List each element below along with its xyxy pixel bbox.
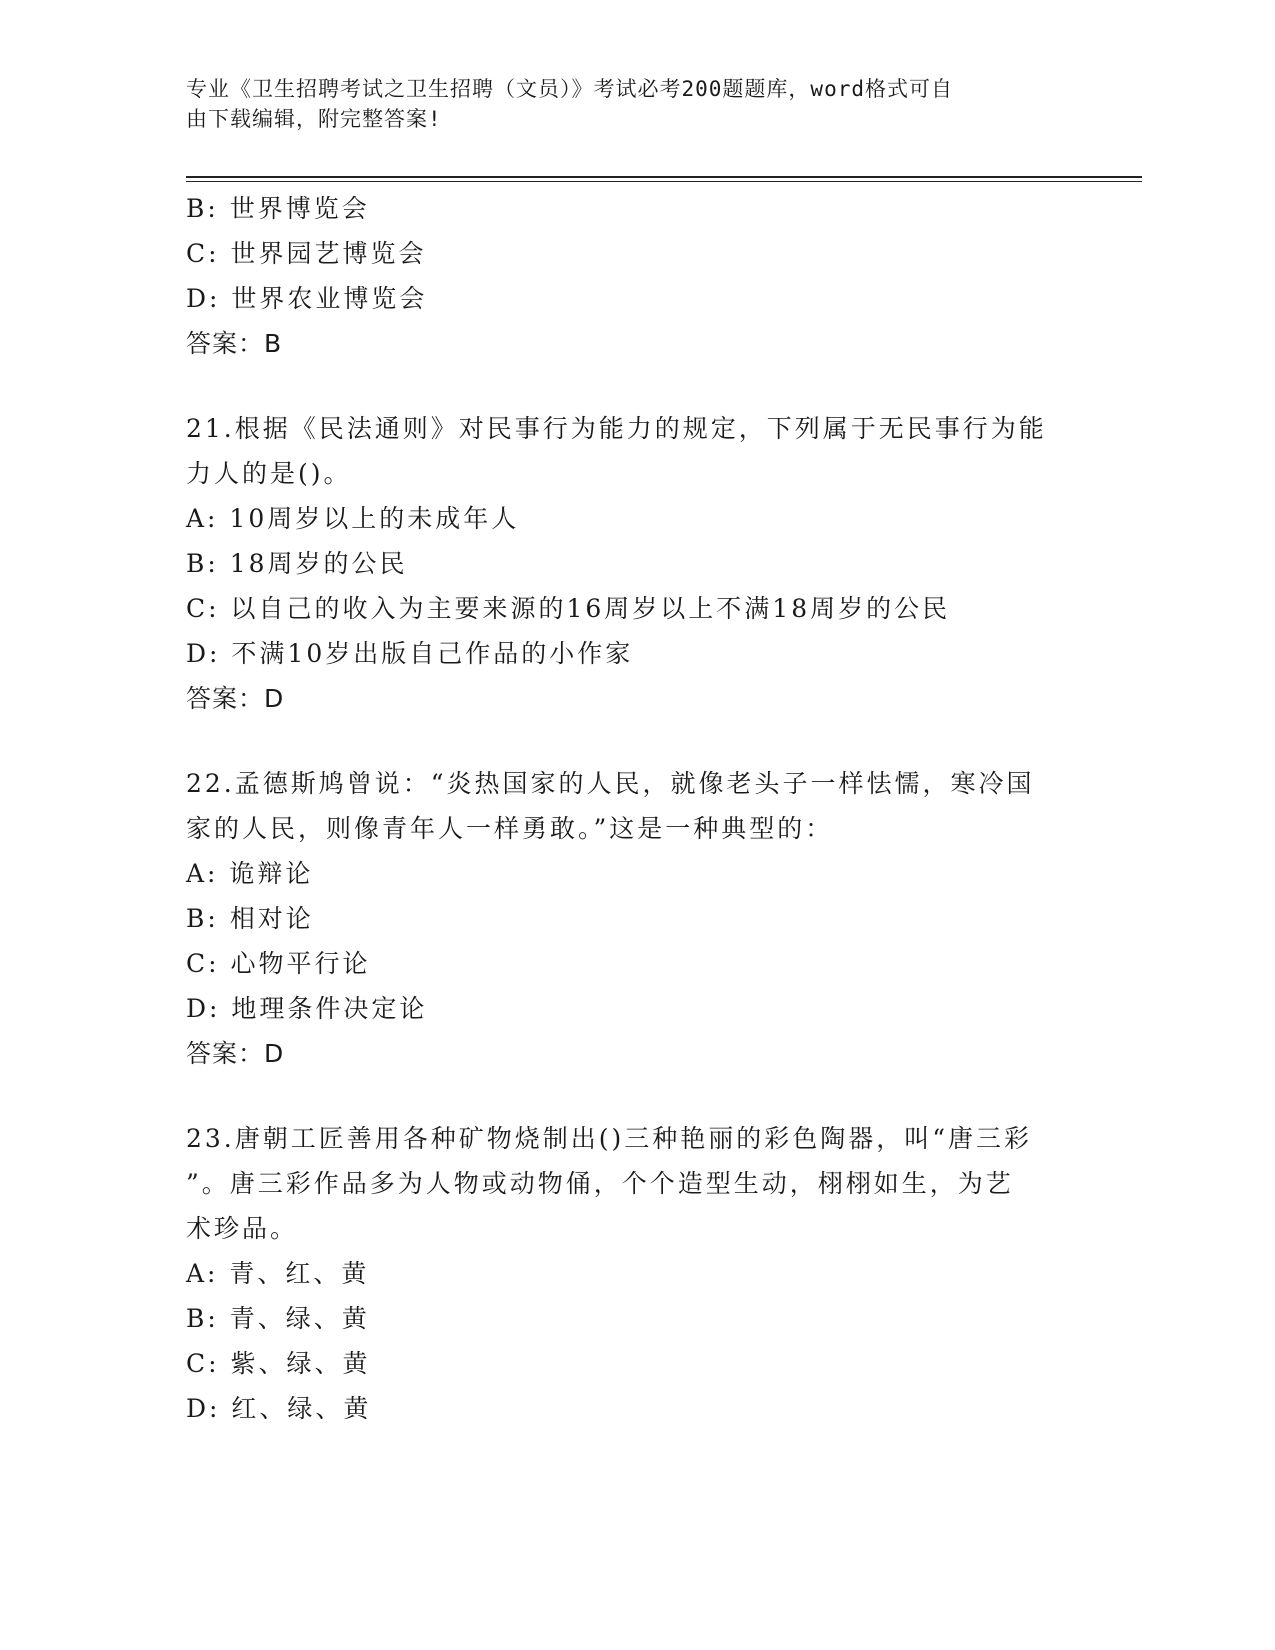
option-d: D: 红、绿、黄 xyxy=(186,1394,372,1423)
question-text: 22.孟德斯鸠曾说：“炎热国家的人民，就像老头子一样怯懦，寒冷国 xyxy=(186,769,1035,798)
question-text: 力人的是()。 xyxy=(186,459,352,488)
option-d: D: 地理条件决定论 xyxy=(186,994,428,1023)
option-b: B: 青、绿、黄 xyxy=(186,1304,370,1333)
option-a: A: 诡辩论 xyxy=(186,859,314,888)
header-divider-thin xyxy=(186,181,1142,182)
option-d: D: 世界农业博览会 xyxy=(186,284,428,313)
document-header xyxy=(186,74,1066,134)
question-text: 23.唐朝工匠善用各种矿物烧制出()三种艳丽的彩色陶器，叫“唐三彩 xyxy=(186,1124,1033,1153)
answer-line: 答案：D xyxy=(186,1039,285,1068)
question-text: ”。唐三彩作品多为人物或动物俑，个个造型生动，栩栩如生，为艺 xyxy=(186,1169,1014,1198)
question-23 xyxy=(186,1116,1066,1431)
option-b: B: 相对论 xyxy=(186,904,314,933)
option-c: C: 紫、绿、黄 xyxy=(186,1349,371,1378)
option-b: B: 世界博览会 xyxy=(186,194,370,223)
header-line-1: 专业《卫生招聘考试之卫生招聘（文员）》考试必考200题题库，word格式可自 xyxy=(186,77,953,101)
option-c: C: 心物平行论 xyxy=(186,949,371,978)
option-a: A: 青、红、黄 xyxy=(186,1259,370,1288)
answer-line: 答案：B xyxy=(186,329,283,358)
question-text: 术珍品。 xyxy=(186,1214,299,1243)
question-22 xyxy=(186,761,1066,1076)
continued-question xyxy=(186,186,1066,366)
header-line-2: 由下载编辑，附完整答案! xyxy=(186,107,442,131)
option-a: A: 10周岁以上的未成年人 xyxy=(186,504,520,533)
option-d: D: 不满10岁出版自己作品的小作家 xyxy=(186,639,634,668)
option-c: C: 世界园艺博览会 xyxy=(186,239,427,268)
option-b: B: 18周岁的公民 xyxy=(186,549,408,578)
question-list xyxy=(186,186,1066,1431)
question-text: 家的人民，则像青年人一样勇敢。”这是一种典型的： xyxy=(186,814,834,843)
question-text: 21.根据《民法通则》对民事行为能力的规定，下列属于无民事行为能 xyxy=(186,414,1047,443)
option-c: C: 以自己的收入为主要来源的16周岁以上不满18周岁的公民 xyxy=(186,594,951,623)
answer-line: 答案：D xyxy=(186,684,285,713)
header-divider xyxy=(186,176,1142,178)
question-21 xyxy=(186,406,1066,721)
